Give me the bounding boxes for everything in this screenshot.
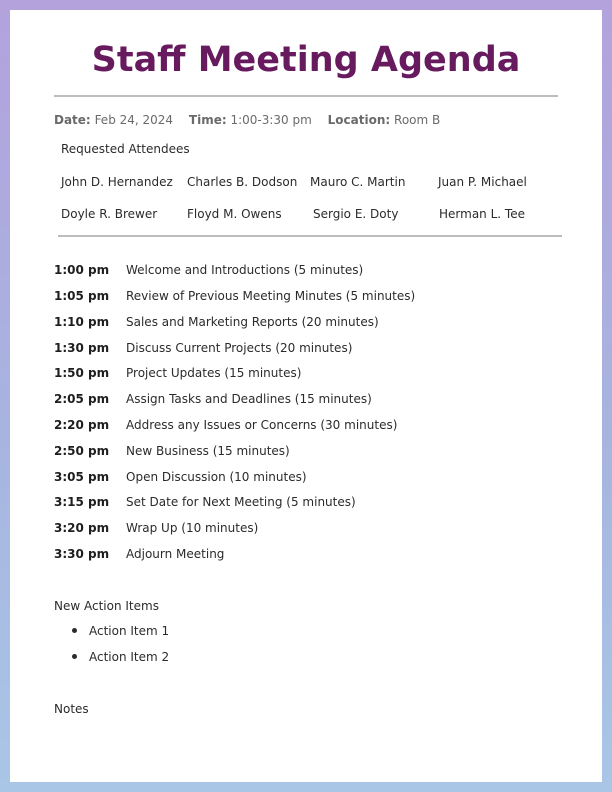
agenda-item: New Business (15 minutes) xyxy=(126,444,290,458)
location-label: Location: xyxy=(327,113,391,127)
notes-heading: Notes xyxy=(54,702,89,716)
agenda-time: 1:00 pm xyxy=(54,263,110,277)
action-item xyxy=(72,624,169,638)
agenda-item: Adjourn Meeting xyxy=(126,547,225,561)
location-value: Room B xyxy=(394,113,441,127)
attendee-name: Floyd M. Owens xyxy=(187,207,282,221)
agenda-item: Open Discussion (10 minutes) xyxy=(126,470,307,484)
attendee-name: John D. Hernandez xyxy=(61,175,173,189)
agenda-item: Discuss Current Projects (20 minutes) xyxy=(126,341,353,355)
date-label: Date: xyxy=(54,113,91,127)
title-divider xyxy=(54,95,558,97)
agenda-time: 1:50 pm xyxy=(54,366,110,380)
agenda-item: Sales and Marketing Reports (20 minutes) xyxy=(126,315,379,329)
agenda-time: 1:05 pm xyxy=(54,289,110,303)
attendee-name: Charles B. Dodson xyxy=(187,175,298,189)
attendees-heading: Requested Attendees xyxy=(61,142,190,156)
action-item-label: Action Item 1 xyxy=(89,624,170,638)
agenda-time: 3:30 pm xyxy=(54,547,110,561)
agenda-time: 2:50 pm xyxy=(54,444,110,458)
meeting-meta xyxy=(54,113,452,127)
agenda-item: Address any Issues or Concerns (30 minutes) xyxy=(126,418,398,432)
agenda-item: Welcome and Introductions (5 minutes) xyxy=(126,263,364,277)
agenda-item: Review of Previous Meeting Minutes (5 minutes) xyxy=(126,289,416,303)
agenda-time: 3:05 pm xyxy=(54,470,110,484)
agenda-time: 3:20 pm xyxy=(54,521,110,535)
agenda-item: Wrap Up (10 minutes) xyxy=(126,521,259,535)
time-value: 1:00-3:30 pm xyxy=(230,113,312,127)
agenda-time: 1:10 pm xyxy=(54,315,110,329)
agenda-time: 2:20 pm xyxy=(54,418,110,432)
bullet-icon xyxy=(72,628,77,633)
action-items-heading: New Action Items xyxy=(54,599,159,613)
agenda-time: 1:30 pm xyxy=(54,341,110,355)
time-label: Time: xyxy=(188,113,227,127)
attendee-name: Doyle R. Brewer xyxy=(61,207,158,221)
attendee-name: Herman L. Tee xyxy=(439,207,525,221)
agenda-item: Set Date for Next Meeting (5 minutes) xyxy=(126,495,356,509)
bullet-icon xyxy=(72,654,77,659)
attendee-name: Mauro C. Martin xyxy=(310,175,406,189)
page-title: Staff Meeting Agenda xyxy=(91,40,521,80)
agenda-time: 3:15 pm xyxy=(54,495,110,509)
action-item xyxy=(72,650,169,664)
agenda-time: 2:05 pm xyxy=(54,392,110,406)
attendees-divider xyxy=(58,235,562,237)
action-item-label: Action Item 2 xyxy=(89,650,170,664)
attendee-name: Sergio E. Doty xyxy=(313,207,399,221)
agenda-item: Assign Tasks and Deadlines (15 minutes) xyxy=(126,392,372,406)
attendee-name: Juan P. Michael xyxy=(438,175,527,189)
agenda-item: Project Updates (15 minutes) xyxy=(126,366,302,380)
date-value: Feb 24, 2024 xyxy=(94,113,174,127)
